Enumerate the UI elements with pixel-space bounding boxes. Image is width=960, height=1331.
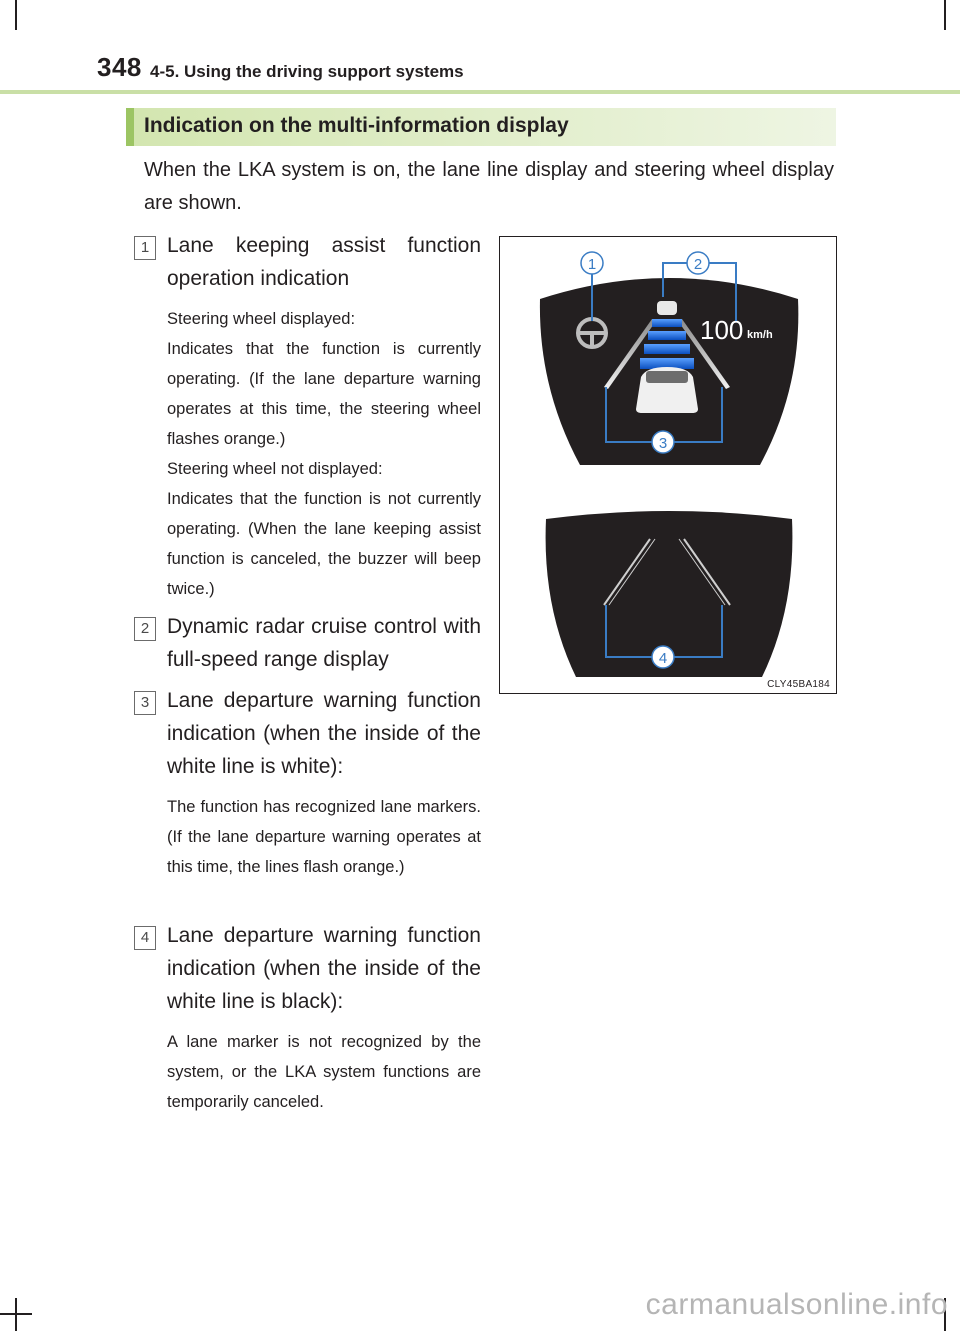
item-description: A lane marker is not recognized by the system, or the LKA system functions are temporarily canceled. — [167, 1033, 481, 1111]
item-number-badge: 1 — [134, 236, 156, 260]
item-number-badge: 4 — [134, 926, 156, 950]
callout-number: 2 — [693, 256, 703, 273]
section-heading: Indication on the multi-information display — [126, 108, 836, 146]
display-illustration — [500, 237, 838, 695]
callout-number: 4 — [658, 650, 668, 667]
item-title: Lane keeping assist function operation indication — [167, 234, 481, 290]
speed-bar — [648, 331, 686, 340]
preceding-vehicle-icon — [657, 301, 677, 315]
watermark: carmanualsonline.info — [645, 1288, 948, 1321]
callout-number: 3 — [658, 435, 668, 452]
speed-value: 100 — [700, 315, 744, 345]
multi-information-display-figure — [499, 236, 837, 694]
page-number: 348 — [97, 52, 142, 82]
item-number-badge: 3 — [134, 691, 156, 715]
intro-paragraph: When the LKA system is on, the lane line display and steering wheel display are shown. — [144, 159, 834, 214]
item-title: Lane departure warning function indication (when the inside of the white line is black): — [167, 924, 481, 1013]
crop-mark — [944, 0, 946, 30]
speed-bar — [644, 344, 690, 354]
speed-unit: km/h — [747, 329, 773, 341]
description-line: Indicates that the function is not currently operating. (When the lane keeping assist function is canceled, the buzzer will beep twice.) — [167, 490, 481, 598]
description-line: Steering wheel not displayed: — [167, 460, 383, 478]
section-path: 4-5. Using the driving support systems — [150, 62, 464, 81]
speed-bar — [652, 319, 682, 327]
crop-mark — [15, 0, 17, 30]
item-number-badge: 2 — [134, 617, 156, 641]
callout-number: 1 — [587, 256, 597, 273]
item-title: Dynamic radar cruise control with full-speed range display — [167, 615, 481, 671]
crop-mark — [15, 1298, 17, 1331]
description-line: Indicates that the function is currently operating. (If the lane departure warning operates at this time, the steering wheel flashes orange.) — [167, 340, 481, 448]
item-description: The function has recognized lane markers. (If the lane departure warning operates at this time, the lines flash orange.) — [167, 798, 481, 876]
description-line: Steering wheel displayed: — [167, 310, 356, 328]
item-description — [167, 304, 481, 604]
vehicle-windshield — [646, 371, 688, 383]
item-title: Lane departure warning function indication (when the inside of the white line is white): — [167, 689, 481, 778]
figure-code: CLY45BA184 — [767, 679, 830, 690]
header-rule — [0, 90, 960, 94]
